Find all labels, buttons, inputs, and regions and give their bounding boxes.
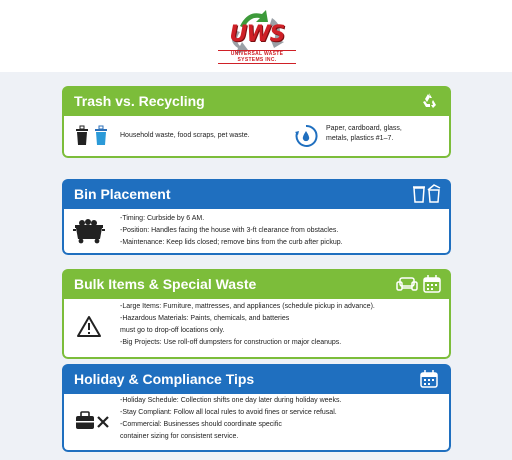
card-body: [62, 299, 451, 359]
dumpster-icon: [72, 217, 106, 245]
card-body: [62, 116, 451, 158]
trash-description: Household waste, food scraps, pet waste.: [120, 132, 250, 139]
calendar-icon: [419, 369, 439, 389]
trash-and-recycle-bins-icon: [74, 125, 110, 147]
card-header: [62, 364, 451, 394]
briefcase-no-icon: [74, 410, 110, 432]
sofa-icon: [396, 274, 418, 294]
bulk-line-1: -Large Items: Furniture, mattresses, and appliances (schedule pickup in advance).: [120, 303, 375, 310]
calendar-icon: [422, 274, 442, 294]
card-title: Holiday & Compliance Tips: [74, 371, 255, 387]
card-body: [62, 209, 451, 255]
uws-logo: [210, 8, 302, 64]
warning-icon: [76, 315, 102, 339]
card-title: Trash vs. Recycling: [74, 93, 205, 109]
card-title: Bin Placement: [74, 186, 171, 202]
bulk-line-2: -Hazardous Materials: Paints, chemicals, and batteries: [120, 315, 290, 322]
bulk-line-3: must go to drop-off locations only.: [120, 327, 225, 334]
card-title: Bulk Items & Special Waste: [74, 276, 257, 292]
water-drop-recycle-icon: [294, 124, 318, 148]
holiday-line-1: -Holiday Schedule: Collection shifts one day later during holiday weeks.: [120, 397, 342, 404]
holiday-line-3: -Commercial: Businesses should coordinate specific: [120, 421, 282, 428]
recycle-description-line-2: metals, plastics #1–7.: [326, 135, 394, 142]
bin-line-1: -Timing: Curbside by 6 AM.: [120, 215, 205, 222]
recycle-description-line-1: Paper, cardboard, glass,: [326, 125, 402, 132]
card-header: [62, 179, 451, 209]
recycle-icon: [419, 91, 439, 111]
card-header: [62, 269, 451, 299]
bulk-line-4: -Big Projects: Use roll-off dumpsters for construction or major cleanups.: [120, 339, 342, 346]
card-trash-vs-recycling: [62, 86, 451, 158]
card-bulk-items: [62, 269, 451, 359]
card-holiday-compliance: [62, 364, 451, 452]
bin-line-3: -Maintenance: Keep lids closed; remove bins from the curb after pickup.: [120, 239, 343, 246]
holiday-line-4: container sizing for consistent service.: [120, 433, 239, 440]
logo-wordmark: UWS: [229, 22, 285, 47]
card-body: [62, 394, 451, 452]
card-bin-placement: [62, 179, 451, 255]
bin-line-2: -Position: Handles facing the house with 3-ft clearance from obstacles.: [120, 227, 339, 234]
card-header: [62, 86, 451, 116]
holiday-line-2: -Stay Compliant: Follow all local rules to avoid fines or service refusal.: [120, 409, 337, 416]
logo-tagline: UNIVERSAL WASTE SYSTEMS INC.: [218, 50, 296, 64]
bins-icon: [412, 184, 442, 204]
